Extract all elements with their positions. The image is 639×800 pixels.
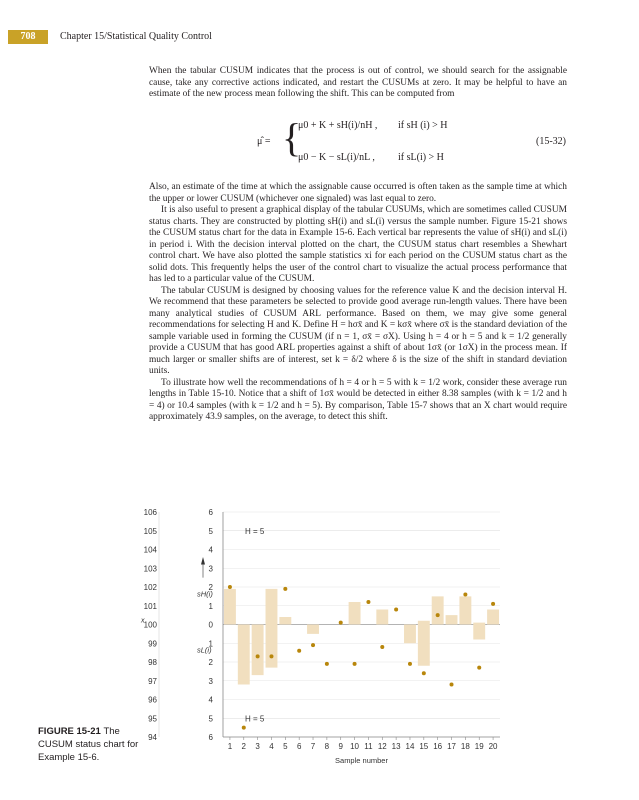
xbar-point: [491, 602, 495, 606]
cusum-tick-label: 3: [208, 564, 213, 574]
cusum-tick-label: 0: [208, 620, 213, 630]
cusum-tick-label: 4: [208, 695, 213, 705]
cusum-tick-label: 5: [208, 526, 213, 536]
bar-sH: [418, 621, 430, 625]
eq-brace: {: [282, 115, 302, 160]
xbar-point: [422, 671, 426, 675]
page-number: 708: [8, 30, 48, 44]
bar-sH: [432, 596, 444, 624]
bar-sH: [224, 589, 236, 625]
x-tick-label: 18: [460, 742, 470, 751]
x-tick-label: 15: [419, 742, 429, 751]
upper-arrow-head: [201, 557, 205, 565]
decision-label-upper: H = 5: [245, 526, 265, 536]
xbar-point: [311, 643, 315, 647]
bar-sL: [473, 625, 485, 640]
x-scale-tick-label: 97: [148, 676, 157, 686]
cusum-tick-label: 6: [208, 508, 213, 517]
paragraph-3: It is also useful to present a graphical display of the tabular CUSUMs, which are sometimes called CUSUM status charts. They are constructed by plotting sH(i) and sL(i) versus the sample number. Figure 15-21 shows the CUSUM status chart for the data in Example 15-6. Each vertical bar represents the value of sH(i) and sL(i) in period i. With the decision interval plotted on the chart, the CUSUM status chart resembles a Shewhart control chart. We have also plotted the sample statistics xi for each period on the CUSUM status chart as the solid dots. This frequently helps the user of the control chart to visualize the actual process performance that has led to a particular value of the CUSUM.: [149, 205, 567, 284]
bar-sL: [252, 625, 264, 676]
cusum-tick-label: 5: [208, 714, 213, 724]
xbar-point: [228, 585, 232, 589]
eq-cond2: if sL(i) > H: [398, 152, 444, 163]
body-text: [149, 182, 567, 424]
xbar-point: [325, 662, 329, 666]
bar-sH: [349, 602, 361, 625]
eq-case1: μ0 + K + sH(i)/nH ,: [298, 120, 378, 131]
x-scale-tick-label: 95: [148, 714, 157, 724]
xbar-point: [242, 726, 246, 730]
x-scale-tick-label: 102: [143, 583, 157, 592]
bar-sL: [238, 625, 250, 685]
bar-sL: [307, 625, 319, 634]
paragraph-5: To illustrate how well the recommendations of h = 4 or h = 5 with k = 1/2 work, consider these average run lengths in Table 15-10. Notice that a shift of 1σx̄ would be detected in either 8.38 samples (with k = 1/2 and h = 4) or 10.4 samples (with k = 1/2 and h = 5). By comparison, Table 15-7 shows that an X chart would require approximately 43.9 samples, on the average, to detect this shift.: [149, 377, 567, 422]
paragraph-1: When the tabular CUSUM indicates that the process is out of control, we should search for the assignable cause, take any corrective actions indicated, and restart the CUSUMs at zero. It may be helpful to have an estimate of the new process mean following the shift. This can be computed from: [149, 66, 567, 99]
xbar-point: [450, 683, 454, 687]
xbar-point: [436, 613, 440, 617]
x-tick-label: 12: [377, 742, 387, 751]
chapter-title: Chapter 15/Statistical Quality Control: [60, 31, 212, 42]
bar-sH: [459, 596, 471, 624]
bar-sH: [376, 610, 388, 625]
x-scale-tick-label: 94: [148, 733, 157, 742]
cusum-tick-label: 1: [208, 639, 213, 649]
bar-sH: [279, 617, 291, 625]
eq-number: (15-32): [536, 136, 566, 147]
eq-case2: μ0 − K − sL(i)/nL ,: [298, 152, 375, 163]
x-tick-label: 20: [488, 742, 498, 751]
xbar-point: [477, 666, 481, 670]
cusum-tick-label: 2: [208, 658, 213, 667]
cusum-tick-label: 6: [208, 733, 213, 742]
x-scale-tick-label: 96: [148, 695, 157, 705]
xbar-point: [366, 600, 370, 604]
bar-sL: [404, 625, 416, 644]
figure-caption: [38, 725, 148, 764]
x-tick-label: 1: [227, 742, 233, 751]
eq-cond1: if sH (i) > H: [398, 120, 448, 131]
x-tick-label: 14: [405, 742, 415, 751]
x-scale-tick-label: 98: [148, 658, 157, 667]
x-tick-label: 9: [338, 742, 343, 751]
x-tick-label: 11: [364, 742, 373, 751]
xbar-point: [256, 654, 260, 658]
x-axis-title: Sample number: [335, 756, 388, 765]
bar-sH: [266, 589, 278, 625]
xbar-point: [269, 654, 273, 658]
xbar-point: [380, 645, 384, 649]
bar-sL: [266, 625, 278, 668]
bar-sH: [446, 615, 458, 624]
x-scale-label: x: [141, 617, 145, 625]
xbar-point: [394, 608, 398, 612]
eq-lhs: μ̂ =: [257, 136, 271, 147]
x-tick-label: 4: [269, 742, 274, 751]
cusum-tick-label: 2: [208, 583, 213, 592]
cusum-tick-label: 1: [208, 601, 213, 611]
figure-label: FIGURE 15-21: [38, 726, 101, 737]
xbar-point: [463, 593, 467, 597]
cusum-tick-label: 3: [208, 676, 213, 686]
xbar-point: [339, 621, 343, 625]
figure-caption-text: The CUSUM status chart for Example 15-6.: [38, 726, 139, 763]
x-tick-label: 8: [324, 742, 330, 751]
xbar-point: [297, 649, 301, 653]
x-scale-tick-label: 104: [143, 545, 157, 555]
xbar-point: [408, 662, 412, 666]
equation-15-32: [150, 112, 568, 182]
x-tick-label: 13: [391, 742, 401, 751]
decision-label-lower: H = 5: [245, 714, 265, 724]
x-tick-label: 6: [296, 742, 302, 751]
bar-sH: [473, 623, 485, 625]
x-tick-label: 2: [241, 742, 247, 751]
cusum-tick-label: 4: [208, 545, 213, 555]
xbar-point: [283, 587, 287, 591]
x-scale-tick-label: 105: [143, 526, 157, 536]
x-scale-tick-label: 100: [143, 620, 157, 630]
paragraph-4: The tabular CUSUM is designed by choosing values for the reference value K and the decision interval H. We recommend that these parameters be selected to provide good average run-length values. There have been many analytical studies of CUSUM ARL performance. Based on them, we may give some general recommendations for selecting H and K. Define H = hσx̄ and K = kσx̄ where σx̄ is the standard deviation of the sample variable used in forming the CUSUM (if n = 1, σx̄ = σX). Using h = 4 or h = 5 and k = 1/2 generally provide a CUSUM that has good ARL properties against a shift of about 1σx̄ (or 1σX) in the process mean. If much larger or smaller shifts are of interest, set k = δ/2 where δ is the size of the shift in standard deviation units.: [149, 285, 567, 376]
x-tick-label: 10: [350, 742, 360, 751]
x-tick-label: 19: [474, 742, 484, 751]
x-scale-tick-label: 99: [148, 639, 157, 649]
cusum-status-chart: [141, 500, 515, 770]
x-scale-tick-label: 106: [143, 508, 157, 517]
paragraph-2: Also, an estimate of the time at which the assignable cause occurred is often taken as the sample time at which the upper or lower CUSUM (whichever one signaled) was last equal to zero.: [149, 182, 567, 204]
x-tick-label: 17: [447, 742, 456, 751]
lower-cusum-label: sL(i): [197, 645, 212, 655]
x-tick-label: 5: [283, 742, 288, 751]
x-tick-label: 16: [433, 742, 443, 751]
xbar-point: [353, 662, 357, 666]
bar-sH: [487, 610, 499, 625]
x-tick-label: 7: [310, 742, 316, 751]
upper-cusum-label: sH(i): [197, 589, 213, 599]
x-tick-label: 3: [255, 742, 260, 751]
x-scale-tick-label: 101: [143, 601, 157, 611]
x-scale-tick-label: 103: [143, 564, 157, 574]
bar-sL: [418, 625, 430, 666]
